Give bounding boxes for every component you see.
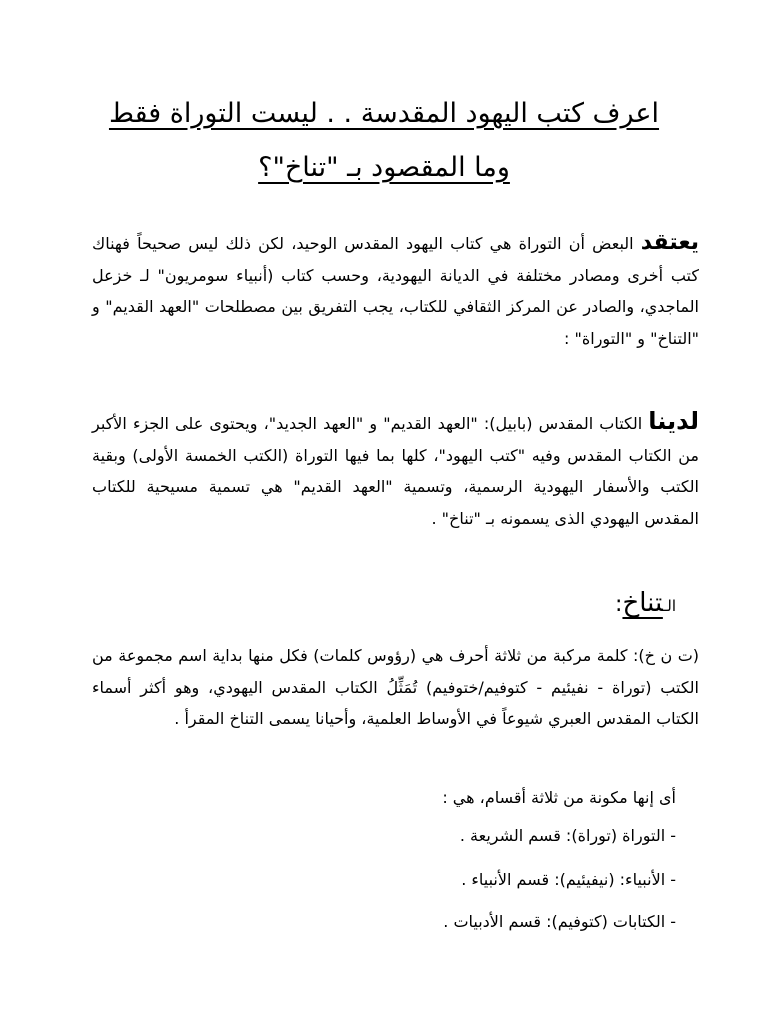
tanakh-heading-colon: : <box>615 592 623 617</box>
section-item-neviim: - الأنبياء: (نيفيئيم): قسم الأنبياء . <box>461 870 676 889</box>
intro-paragraph <box>92 228 699 354</box>
sections-intro: أى إنها مكونة من ثلاثة أقسام، هي : <box>442 788 676 807</box>
tanakh-paragraph: (ت ن خ): كلمة مركبة من ثلاثة أحرف هي (رؤوس كلمات) فكل منها بداية اسم مجموعة من الكتب (توراة - نفيئيم - كتوفيم/ختوفيم) تُمَثِّلُ الكتاب المقدس اليهودي، وهو أكثر أسماء الكتاب المقدس العبري شيوعاً في الأوساط العلمية، وأحيانا يسمى التناخ المقرأ . <box>92 646 699 729</box>
bible-lead-word: لدينا <box>648 407 699 435</box>
intro-text: البعض أن التوراة هي كتاب اليهود المقدس الوحيد، لكن ذلك ليس صحيحاً فهناك كتب أخرى ومصادر مختلفة في الديانة اليهودية، وحسب كتاب (أنبياء سومريون" لـ خزعل الماجدي، والصادر عن المركز الثقافي للكتاب، يجب التفريق بين مصطلحات "العهد القديم" و "التناخ" و "التوراة" : <box>92 234 699 348</box>
page-title-line-2: وما المقصود بـ "تناخ"؟ <box>258 152 510 183</box>
section-item-ketuvim: - الكتابات (كتوفيم): قسم الأدبيات . <box>443 912 676 931</box>
intro-lead-word: يعتقد <box>640 230 699 255</box>
section-item-torah: - التوراة (توراة): قسم الشريعة . <box>459 826 676 845</box>
tanakh-heading <box>376 588 676 618</box>
tanakh-heading-prefix: الـ <box>662 597 676 615</box>
bible-paragraph <box>92 408 699 534</box>
tanakh-heading-word: تناخ <box>622 588 663 618</box>
bible-text: الكتاب المقدس (بابيل): "العهد القديم" و "العهد الجديد"، ويحتوى على الجزء الأكبر من الكتاب المقدس وفيه "كتب اليهود"، كلها بما فيها التوراة (الكتب الخمسة الأولى) وبقية الكتب والأسفار اليهودية الرسمية، وتسمية "العهد القديم" هي تسمية مسيحية للكتاب المقدس اليهودي الذى يسمونه بـ "تناخ" . <box>92 414 699 528</box>
page-title-line-1: اعرف كتب اليهود المقدسة . . ليست التوراة فقط <box>108 98 660 129</box>
